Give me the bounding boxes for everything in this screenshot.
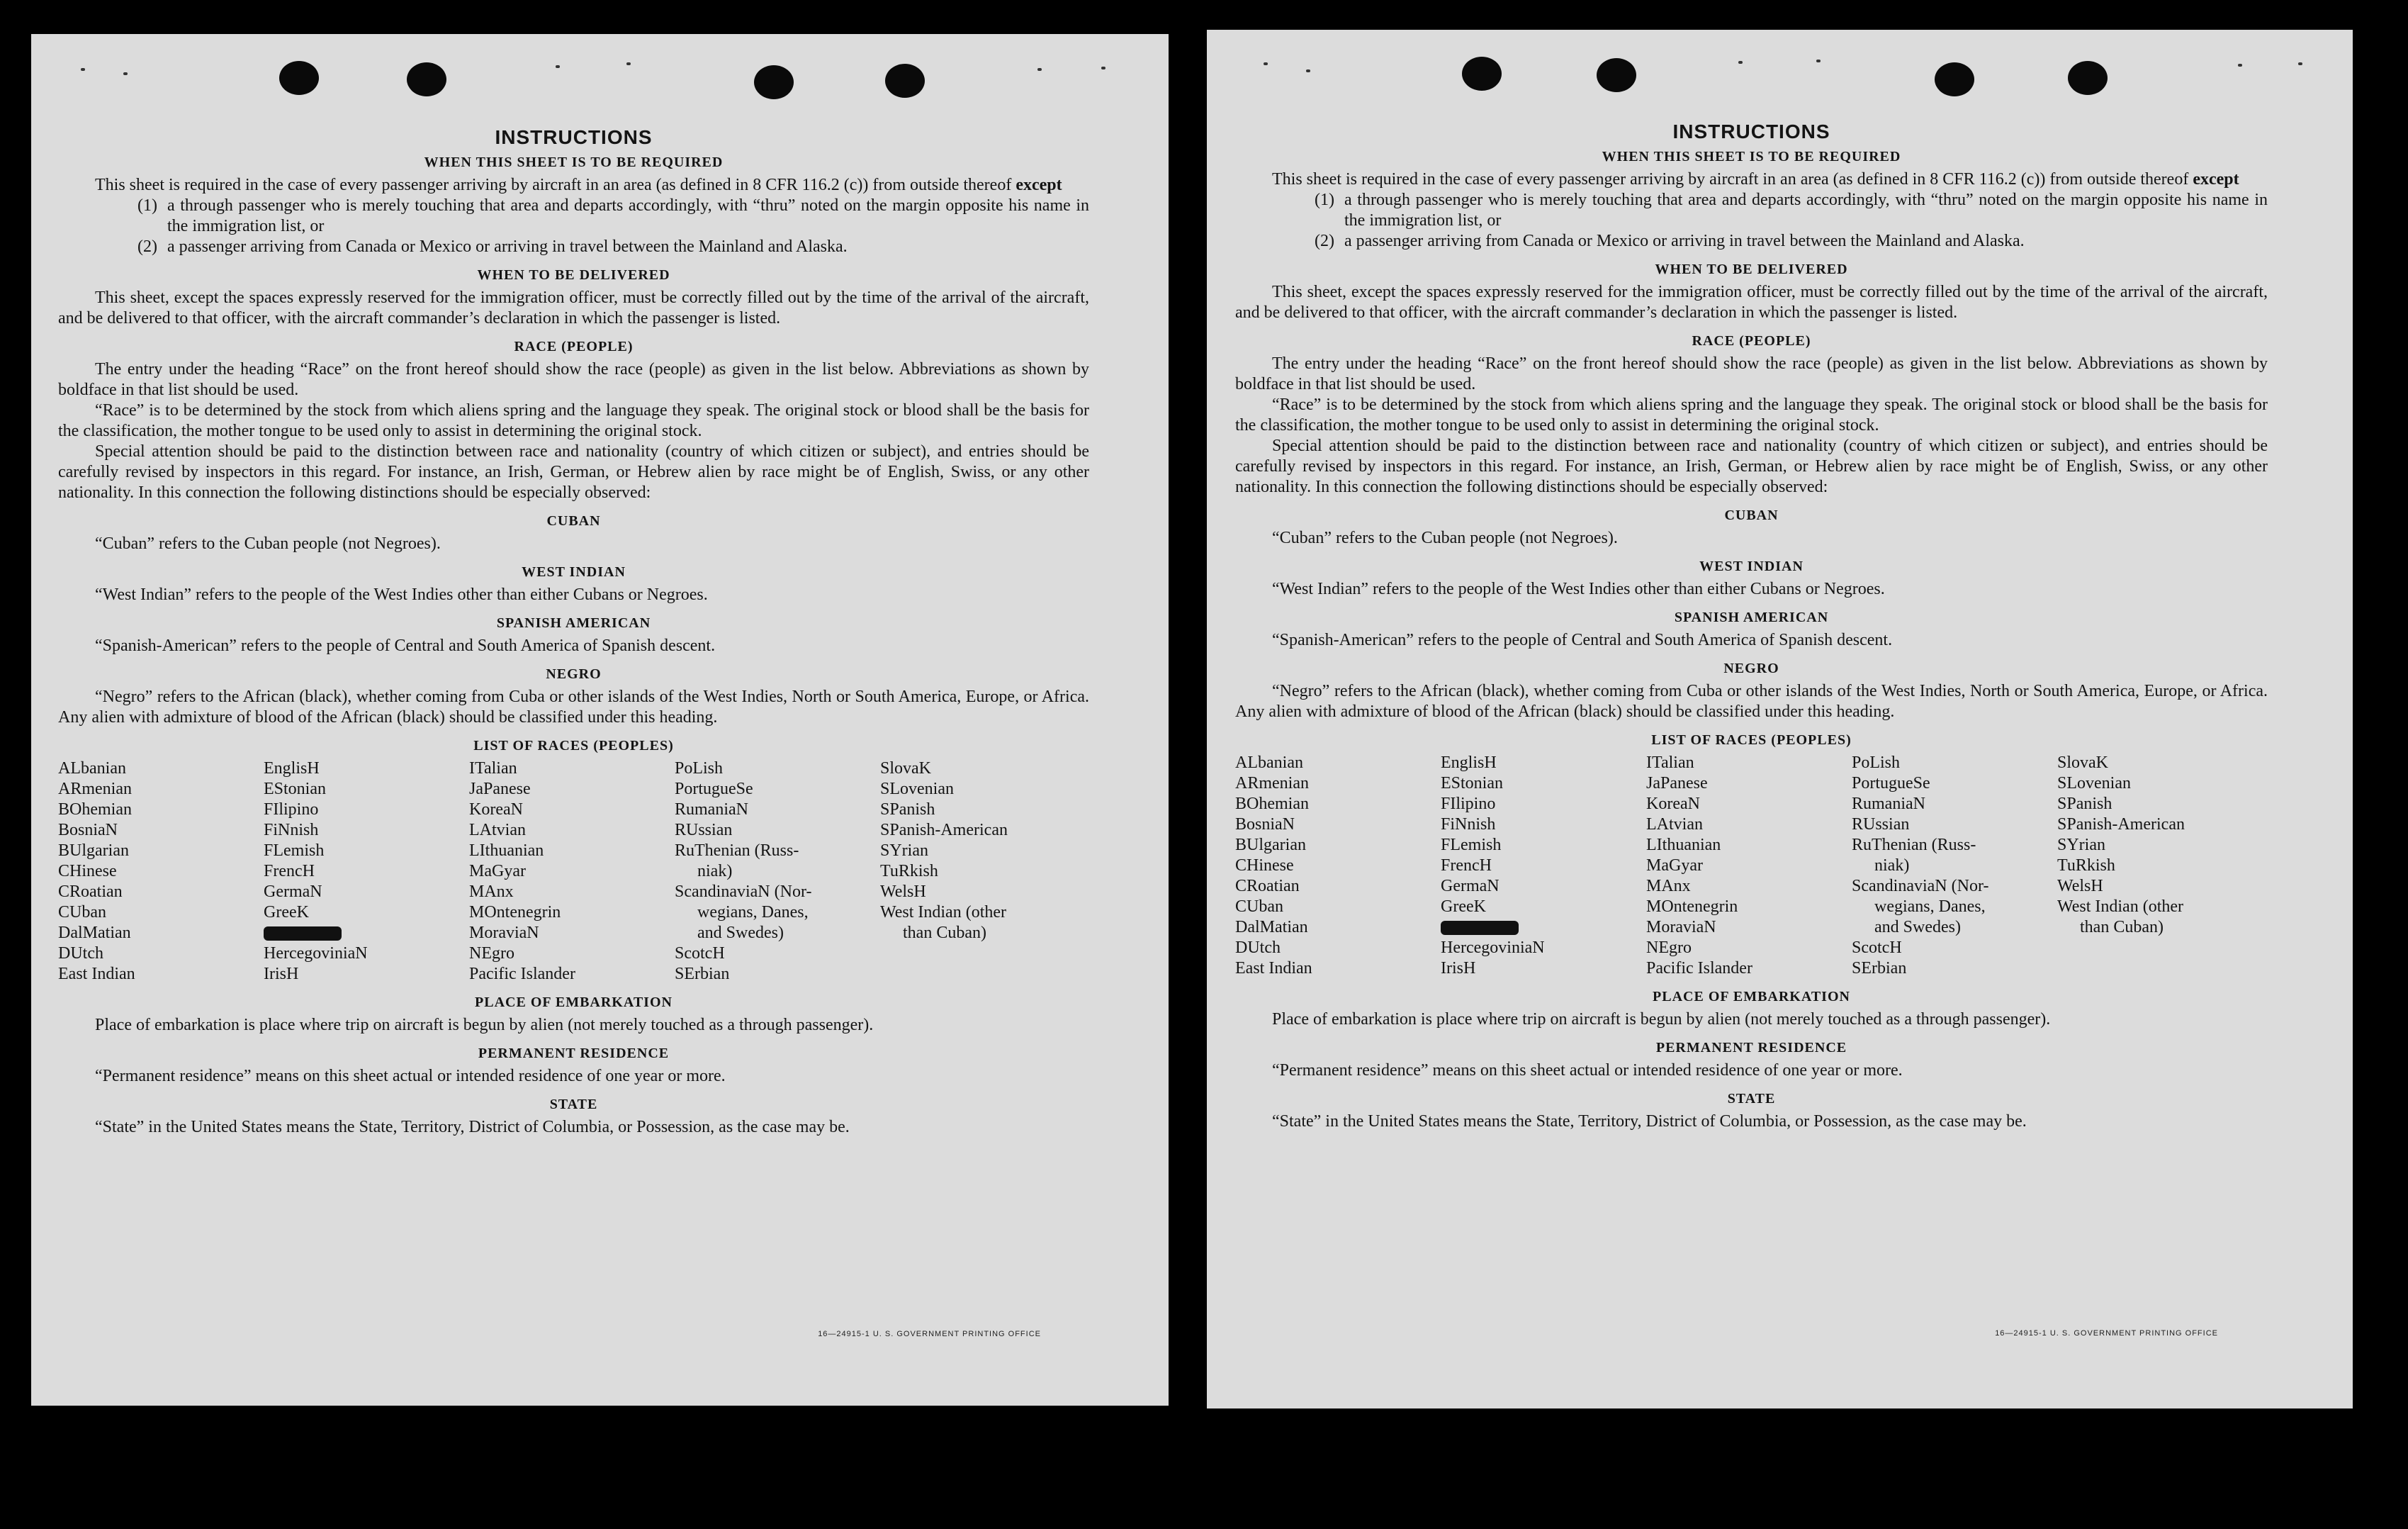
race-entry: WelsH	[2057, 877, 2103, 895]
race-entry: FrencH	[1441, 856, 1492, 875]
race-entry: CUban	[1235, 897, 1283, 916]
race-entry: LIthuanian	[1646, 836, 1721, 854]
race-entry: CHinese	[1235, 856, 1294, 875]
section-heading: LIST OF RACES (PEOPLES)	[473, 738, 674, 754]
paragraph: “Negro” refers to the African (black), whether coming from Cuba or other islands of the West Indies, North or South America, Europe, or Africa. Any alien with admixture of blood of the African (black) should be classified under this heading.	[58, 688, 1089, 727]
race-entry: SPanish-American	[880, 821, 1008, 839]
race-entry: PortugueSe	[1852, 774, 1930, 792]
print-code: 16—24915-1 U. S. GOVERNMENT PRINTING OFFICE	[818, 1330, 1041, 1338]
race-entry: FiNnish	[1441, 815, 1496, 834]
paper-speck	[626, 62, 631, 65]
race-entry: HercegoviniaN	[1441, 939, 1545, 957]
paragraph: Place of embarkation is place where trip on aircraft is begun by alien (not merely touched as a through passenger).	[1272, 1010, 2051, 1029]
punch-hole	[1462, 57, 1502, 91]
races-list	[58, 758, 1089, 985]
race-entry: HercegoviniaN	[264, 944, 368, 963]
race-entry: ITalian	[1646, 754, 1694, 772]
race-entry: FrencH	[264, 862, 315, 880]
race-entry: MoraviaN	[469, 924, 539, 942]
race-entry: FLemish	[264, 841, 325, 860]
races-column	[58, 758, 264, 985]
race-entry: TuRkish	[2057, 856, 2115, 875]
page-title: INSTRUCTIONS	[1672, 121, 1830, 142]
punch-hole	[1935, 62, 1974, 96]
race-entry: RuThenian (Russ-	[1852, 836, 1976, 854]
race-entry: BUlgarian	[58, 841, 129, 860]
race-entry: NEgro	[469, 944, 514, 963]
race-entry: WelsH	[880, 883, 926, 901]
races-column	[469, 758, 675, 985]
race-entry: SlovaK	[2057, 754, 2108, 772]
ink-smudge	[264, 926, 342, 941]
paper-speck	[1816, 60, 1821, 62]
paper-speck	[1101, 67, 1105, 69]
race-entry: FIlipino	[264, 800, 319, 819]
race-entry: IrisH	[1441, 959, 1476, 978]
paragraph: “Negro” refers to the African (black), whether coming from Cuba or other islands of the West Indies, North or South America, Europe, or Africa. Any alien with admixture of blood of the African (black) should be classified under this heading.	[1235, 682, 2268, 721]
paragraph: This sheet, except the spaces expressly reserved for the immigration officer, must be correctly filled out by the time of the arrival of the aircraft, and be delivered to that officer, with the aircraft commander’s declaration in which the passenger is listed.	[1235, 283, 2268, 322]
redacted-race-entry	[264, 923, 469, 943]
race-entry: JaPanese	[469, 780, 531, 798]
paragraph-text: This sheet is required in the case of every passenger arriving by aircraft in an area (as defined in 8 CFR 116.2 (c)) from outside thereof	[1272, 170, 2189, 189]
section-heading: CUBAN	[1724, 508, 1779, 523]
paper-speck	[1264, 62, 1268, 65]
punch-hole	[885, 64, 925, 98]
paragraph: “West Indian” refers to the people of the West Indies other than either Cubans or Negroes.	[95, 586, 708, 604]
race-entry-continued: than Cuban)	[2080, 918, 2164, 936]
race-entry: RumaniaN	[1852, 795, 1925, 813]
race-entry: MoraviaN	[1646, 918, 1716, 936]
race-entry: BosniaN	[58, 821, 118, 839]
section-heading: SPANISH AMERICAN	[1674, 610, 1829, 625]
race-entry: CHinese	[58, 862, 117, 880]
race-entry: ScotcH	[675, 944, 725, 963]
paper-speck	[1037, 68, 1042, 71]
race-entry: GermaN	[264, 883, 322, 901]
race-entry-continued: and Swedes)	[697, 924, 784, 942]
race-entry: Pacific Islander	[1646, 959, 1752, 978]
except-text: except	[1015, 176, 1062, 194]
list-item	[1315, 190, 2268, 231]
race-entry: SLovenian	[880, 780, 954, 798]
paragraph-text: This sheet is required in the case of every passenger arriving by aircraft in an area (as defined in 8 CFR 116.2 (c)) from outside thereof	[95, 176, 1012, 194]
race-entry: RUssian	[675, 821, 733, 839]
race-entry: SErbian	[675, 965, 730, 983]
paragraph: “Permanent residence” means on this sheet actual or intended residence of one year or more.	[1272, 1061, 1903, 1080]
race-entry: CRoatian	[58, 883, 123, 901]
section-heading: WHEN TO BE DELIVERED	[477, 267, 670, 283]
section-heading: PERMANENT RESIDENCE	[1655, 1040, 1847, 1055]
punch-hole	[2068, 61, 2108, 95]
race-entry: ALbanian	[58, 759, 126, 778]
race-entry: KoreaN	[469, 800, 523, 819]
race-entry: GreeK	[264, 903, 309, 922]
paragraph: “State” in the United States means the State, Territory, District of Columbia, or Possession, as the case may be.	[95, 1118, 850, 1136]
race-entry: MaGyar	[469, 862, 526, 880]
item-number: (1)	[1315, 191, 1334, 209]
section-heading: RACE (PEOPLE)	[1692, 333, 1811, 349]
race-entry: SErbian	[1852, 959, 1907, 978]
race-entry: East Indian	[58, 965, 135, 983]
races-list	[1235, 753, 2268, 979]
race-entry: LAtvian	[469, 821, 526, 839]
exception-list	[1315, 190, 2268, 252]
race-entry: ARmenian	[1235, 774, 1309, 792]
races-column	[1852, 753, 2057, 979]
paragraph: “Cuban” refers to the Cuban people (not Negroes).	[95, 534, 441, 553]
race-entry: PoLish	[1852, 754, 1901, 772]
race-entry: RuThenian (Russ-	[675, 841, 799, 860]
race-entry: West Indian (other	[880, 903, 1007, 922]
race-entry: ITalian	[469, 759, 517, 778]
section-heading: NEGRO	[1723, 661, 1779, 676]
race-entry: EnglisH	[1441, 754, 1497, 772]
race-entry: TuRkish	[880, 862, 938, 880]
races-column	[1441, 753, 1646, 979]
race-entry: MOntenegrin	[1646, 897, 1738, 916]
race-entry: SYrian	[2057, 836, 2105, 854]
race-entry: SPanish	[2057, 795, 2112, 813]
race-entry-continued: wegians, Danes,	[697, 903, 809, 922]
race-entry: PoLish	[675, 759, 724, 778]
race-entry: CUban	[58, 903, 106, 922]
race-entry: CRoatian	[1235, 877, 1300, 895]
paragraph: Place of embarkation is place where trip on aircraft is begun by alien (not merely touched as a through passenger).	[95, 1016, 874, 1034]
item-number: (2)	[137, 237, 157, 256]
section-heading: WHEN THIS SHEET IS TO BE REQUIRED	[424, 155, 724, 170]
paragraph: “Permanent residence” means on this sheet actual or intended residence of one year or more.	[95, 1067, 726, 1085]
race-entry: KoreaN	[1646, 795, 1700, 813]
ink-smudge	[1441, 921, 1519, 935]
race-entry: West Indian (other	[2057, 897, 2184, 916]
race-entry: BOhemian	[58, 800, 132, 819]
race-entry: DalMatian	[58, 924, 131, 942]
race-entry: East Indian	[1235, 959, 1312, 978]
section-heading: PLACE OF EMBARKATION	[475, 995, 673, 1010]
section-heading: RACE (PEOPLE)	[514, 339, 634, 354]
race-entry: LIthuanian	[469, 841, 544, 860]
race-entry: RUssian	[1852, 815, 1910, 834]
section-heading: NEGRO	[546, 666, 602, 682]
section-heading: STATE	[1727, 1091, 1776, 1107]
race-entry: EStonian	[264, 780, 326, 798]
list-item	[137, 237, 1089, 257]
paragraph: “Spanish-American” refers to the people of Central and South America of Spanish descent.	[1272, 631, 1893, 649]
paragraph	[1235, 169, 2268, 190]
list-item	[137, 196, 1089, 237]
paragraph: The entry under the heading “Race” on the front hereof should show the race (people) as given in the list below. Abbreviations as shown by boldface in that list should be used.	[1235, 354, 2268, 393]
race-entry-continued: niak)	[697, 862, 733, 880]
paragraph: “Race” is to be determined by the stock from which aliens spring and the language they speak. The original stock or blood shall be the basis for the classification, the mother tongue to be used only to assist in determining the original stock.	[58, 401, 1089, 440]
race-entry: MOntenegrin	[469, 903, 561, 922]
race-entry: MaGyar	[1646, 856, 1703, 875]
section-heading: WHEN THIS SHEET IS TO BE REQUIRED	[1602, 149, 1901, 164]
exception-list	[137, 196, 1089, 257]
race-entry: Pacific Islander	[469, 965, 575, 983]
paragraph: “Race” is to be determined by the stock from which aliens spring and the language they speak. The original stock or blood shall be the basis for the classification, the mother tongue to be used only to assist in determining the original stock.	[1235, 396, 2268, 435]
race-entry: MAnx	[469, 883, 514, 901]
paper-speck	[123, 72, 128, 75]
section-heading: STATE	[549, 1097, 598, 1112]
race-entry: SYrian	[880, 841, 928, 860]
paragraph: Special attention should be paid to the distinction between race and nationality (country of which citizen or subject), and entries should be carefully revised by inspectors in this regard. For instance, an Irish, German, or Hebrew alien by race might be of English, Swiss, or any other nationality. In this connection the following distinctions should be especially observed:	[1235, 437, 2268, 496]
paper-speck	[1738, 61, 1743, 64]
races-column	[675, 758, 880, 985]
except-text: except	[2193, 170, 2239, 189]
race-entry: EnglisH	[264, 759, 320, 778]
item-text: a passenger arriving from Canada or Mexico or arriving in travel between the Mainland and Alaska.	[1344, 232, 2025, 250]
race-entry: FiNnish	[264, 821, 319, 839]
item-text: a through passenger who is merely touching that area and departs accordingly, with “thru” noted on the margin opposite his name in the immigration list, or	[1344, 191, 2268, 230]
item-number: (2)	[1315, 232, 1334, 250]
race-entry: BUlgarian	[1235, 836, 1306, 854]
paragraph: Special attention should be paid to the distinction between race and nationality (country of which citizen or subject), and entries should be carefully revised by inspectors in this regard. For instance, an Irish, German, or Hebrew alien by race might be of English, Swiss, or any other nationality. In this connection the following distinctions should be especially observed:	[58, 442, 1089, 502]
paper-speck	[2298, 62, 2302, 65]
item-number: (1)	[137, 196, 157, 215]
paper-speck	[1306, 69, 1310, 72]
paragraph: “Spanish-American” refers to the people of Central and South America of Spanish descent.	[95, 637, 716, 655]
race-entry-continued: than Cuban)	[903, 924, 986, 942]
race-entry: ARmenian	[58, 780, 132, 798]
paragraph: The entry under the heading “Race” on the front hereof should show the race (people) as given in the list below. Abbreviations as shown by boldface in that list should be used.	[58, 360, 1089, 399]
race-entry: SLovenian	[2057, 774, 2131, 792]
race-entry: NEgro	[1646, 939, 1692, 957]
paragraph: “West Indian” refers to the people of the West Indies other than either Cubans or Negroes.	[1272, 580, 1885, 598]
paragraph: This sheet, except the spaces expressly reserved for the immigration officer, must be correctly filled out by the time of the arrival of the aircraft, and be delivered to that officer, with the aircraft commander’s declaration in which the passenger is listed.	[58, 289, 1089, 327]
section-heading: SPANISH AMERICAN	[496, 615, 651, 631]
race-entry-continued: niak)	[1874, 856, 1910, 875]
race-entry: EStonian	[1441, 774, 1503, 792]
section-heading: PLACE OF EMBARKATION	[1653, 989, 1850, 1004]
paper-speck	[2238, 64, 2242, 67]
race-entry: MAnx	[1646, 877, 1691, 895]
race-entry-continued: and Swedes)	[1874, 918, 1961, 936]
paragraph: “Cuban” refers to the Cuban people (not Negroes).	[1272, 529, 1618, 547]
race-entry: ALbanian	[1235, 754, 1303, 772]
race-entry: ScandinaviaN (Nor-	[1852, 877, 1989, 895]
race-entry: FLemish	[1441, 836, 1502, 854]
race-entry: IrisH	[264, 965, 299, 983]
race-entry: DalMatian	[1235, 918, 1308, 936]
race-entry-continued: wegians, Danes,	[1874, 897, 1986, 916]
section-heading: WEST INDIAN	[522, 564, 626, 580]
redacted-race-entry	[1441, 917, 1646, 938]
race-entry: FIlipino	[1441, 795, 1496, 813]
item-text: a passenger arriving from Canada or Mexico or arriving in travel between the Mainland and Alaska.	[167, 237, 848, 256]
section-heading: WHEN TO BE DELIVERED	[1655, 262, 1848, 277]
races-column	[1646, 753, 1852, 979]
paragraph	[58, 175, 1089, 196]
instructions-body	[58, 126, 1089, 1138]
race-entry: ScotcH	[1852, 939, 1902, 957]
punch-hole	[1597, 58, 1636, 92]
races-column	[1235, 753, 1441, 979]
punch-hole	[407, 62, 446, 96]
race-entry: JaPanese	[1646, 774, 1708, 792]
punch-hole	[279, 61, 319, 95]
race-entry: SPanish	[880, 800, 935, 819]
document-page-right	[1207, 30, 2353, 1408]
item-text: a through passenger who is merely touching that area and departs accordingly, with “thru” noted on the margin opposite his name in the immigration list, or	[167, 196, 1089, 235]
document-page-left	[31, 34, 1169, 1406]
race-entry: LAtvian	[1646, 815, 1703, 834]
print-code: 16—24915-1 U. S. GOVERNMENT PRINTING OFFICE	[1995, 1329, 2218, 1338]
races-column	[880, 758, 1093, 985]
race-entry: GermaN	[1441, 877, 1500, 895]
races-column	[2057, 753, 2270, 979]
race-entry: RumaniaN	[675, 800, 748, 819]
page-title: INSTRUCTIONS	[495, 126, 653, 148]
section-heading: PERMANENT RESIDENCE	[478, 1046, 670, 1061]
section-heading: CUBAN	[546, 513, 601, 529]
race-entry: ScandinaviaN (Nor-	[675, 883, 812, 901]
race-entry: SPanish-American	[2057, 815, 2185, 834]
race-entry: BosniaN	[1235, 815, 1295, 834]
instructions-body	[1235, 121, 2268, 1132]
races-column	[264, 758, 469, 985]
section-heading: LIST OF RACES (PEOPLES)	[1651, 732, 1852, 748]
paper-speck	[81, 68, 85, 71]
list-item	[1315, 231, 2268, 252]
punch-hole	[754, 65, 794, 99]
race-entry: DUtch	[58, 944, 103, 963]
paragraph: “State” in the United States means the State, Territory, District of Columbia, or Possession, as the case may be.	[1272, 1112, 2027, 1131]
race-entry: PortugueSe	[675, 780, 753, 798]
race-entry: DUtch	[1235, 939, 1281, 957]
race-entry: GreeK	[1441, 897, 1486, 916]
section-heading: WEST INDIAN	[1699, 559, 1804, 574]
race-entry: BOhemian	[1235, 795, 1309, 813]
race-entry: SlovaK	[880, 759, 931, 778]
paper-speck	[556, 65, 560, 68]
